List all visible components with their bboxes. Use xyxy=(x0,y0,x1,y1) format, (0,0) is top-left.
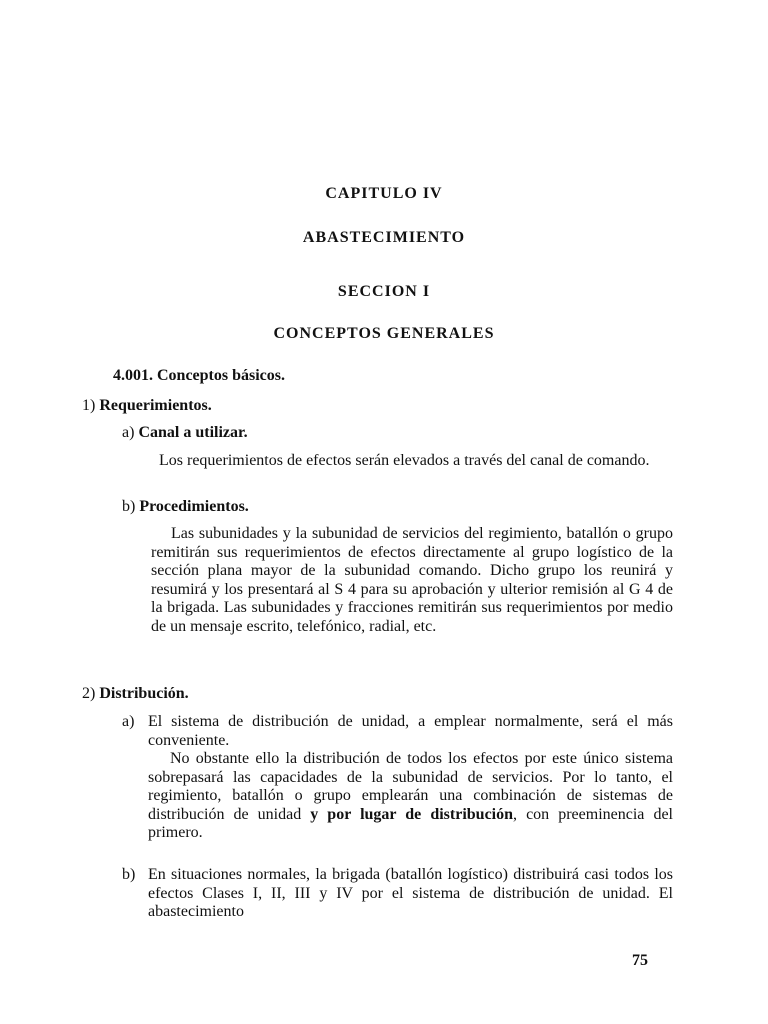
item-2b-marker: b) xyxy=(122,866,136,883)
item-1-marker: 1) xyxy=(82,397,96,414)
item-1a-marker: a) xyxy=(122,424,135,441)
item-1b-title: Procedimientos. xyxy=(139,498,249,515)
item-1b-marker: b) xyxy=(122,498,136,515)
item-1a-title: Canal a utilizar. xyxy=(138,424,248,441)
item-2a-text: El sistema de distribución de unidad, a emplear normalmente, será el más conveniente. xyxy=(148,713,673,749)
chapter-heading: CAPITULO IV xyxy=(325,185,443,202)
item-2b-text: En situaciones normales, la brigada (batallón logístico) distribuirá casi todos los efectos Clases I, II, III y IV por el sistema de distribución de unidad. El abastecimiento xyxy=(148,866,673,920)
item-1b-text: Las subunidades y la subunidad de servicios del regimiento, batallón o grupo remitirán sus requerimientos de efectos directamente al grupo logístico de la sección plana mayor de la subunidad comando. Dicho grupo los reunirá y resumirá y los presentará al S 4 para su aprobación y ulterior remisión al G 4 de la brigada. Las subunidades y fracciones remitirán sus requerimientos por medio de un mensaje escrito, telefónico, radial, etc. xyxy=(151,525,673,635)
section-title: CONCEPTOS GENERALES xyxy=(273,325,495,342)
item-2a-continuation-text: No obstante ello la distribución de todos los efectos por este único sistema sobrepasará las capacidades de la subunidad de servicios. Por lo tanto, el regimiento, batallón o grupo emplearán una combinación de sistemas de distribución de unidad xyxy=(148,750,673,823)
page-number: 75 xyxy=(632,952,648,969)
chapter-title: ABASTECIMIENTO xyxy=(302,229,466,246)
item-2-marker: 2) xyxy=(82,685,96,702)
item-2-heading xyxy=(82,685,189,703)
article-heading xyxy=(113,367,285,385)
item-2-title: Distribución. xyxy=(99,685,189,702)
item-2a-continuation xyxy=(148,750,673,843)
item-1-title: Requerimientos. xyxy=(99,397,212,414)
item-1a-heading xyxy=(122,424,248,442)
item-2a-continuation-end: , con preeminencia del primero. xyxy=(148,805,673,841)
item-1b-heading xyxy=(122,498,249,516)
article-title: Conceptos básicos. xyxy=(157,367,286,384)
item-2a-emphasis: y por lugar de distribución xyxy=(310,805,514,823)
section-heading: SECCION I xyxy=(337,283,431,300)
item-1a-text: Los requerimientos de efectos serán elevados a través del canal de comando. xyxy=(159,452,650,469)
article-number: 4.001. xyxy=(113,367,153,384)
item-1-heading xyxy=(82,397,212,415)
item-2a-marker: a) xyxy=(122,713,135,730)
